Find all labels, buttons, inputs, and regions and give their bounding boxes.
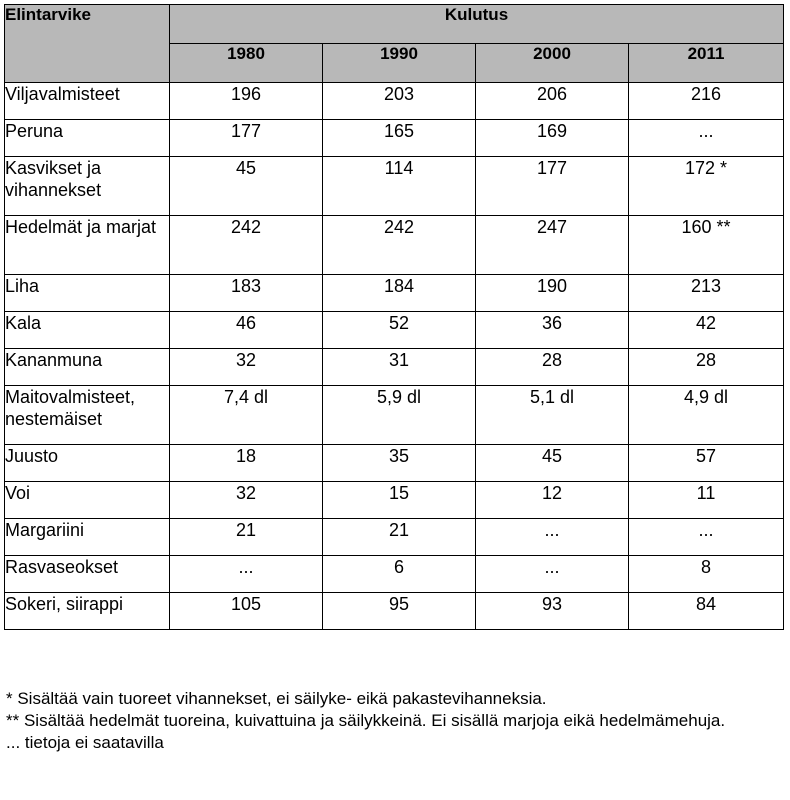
consumption-value: 95	[323, 593, 476, 630]
consumption-value: 12	[476, 482, 629, 519]
table-row	[5, 482, 784, 519]
consumption-value: 5,9 dl	[323, 386, 476, 445]
consumption-value: 57	[629, 445, 784, 482]
consumption-value: 28	[476, 349, 629, 386]
consumption-table	[4, 4, 784, 630]
consumption-value: 84	[629, 593, 784, 630]
consumption-value: 11	[629, 482, 784, 519]
food-item-name: Liha	[5, 275, 170, 312]
consumption-value: 15	[323, 482, 476, 519]
food-item-name: Margariini	[5, 519, 170, 556]
food-item-name: Hedelmät ja marjat	[5, 216, 170, 275]
table-row	[5, 157, 784, 216]
food-item-name: Juusto	[5, 445, 170, 482]
consumption-value: 184	[323, 275, 476, 312]
table-row	[5, 593, 784, 630]
table-row	[5, 275, 784, 312]
consumption-value: 169	[476, 120, 629, 157]
consumption-value: 5,1 dl	[476, 386, 629, 445]
consumption-value: 196	[170, 83, 323, 120]
food-item-name: Peruna	[5, 120, 170, 157]
food-item-name: Kananmuna	[5, 349, 170, 386]
consumption-value: 52	[323, 312, 476, 349]
table-row	[5, 312, 784, 349]
column-header-year: 2011	[629, 44, 784, 83]
table-row	[5, 519, 784, 556]
consumption-value: 42	[629, 312, 784, 349]
consumption-value: 177	[170, 120, 323, 157]
food-item-name: Sokeri, siirappi	[5, 593, 170, 630]
consumption-value: ...	[170, 556, 323, 593]
consumption-value: 177	[476, 157, 629, 216]
table-row	[5, 386, 784, 445]
consumption-value: 21	[170, 519, 323, 556]
consumption-value: ...	[629, 519, 784, 556]
consumption-value: 35	[323, 445, 476, 482]
consumption-value: 213	[629, 275, 784, 312]
table-row	[5, 216, 784, 275]
table-row	[5, 349, 784, 386]
consumption-value: 165	[323, 120, 476, 157]
footnote-fruits: ** Sisältää hedelmät tuoreina, kuivattuina ja säilykkeinä. Ei sisällä marjoja eikä hedelmämehuja.	[6, 711, 726, 730]
footnote-not-available: ... tietoja ei saatavilla	[6, 733, 164, 752]
food-item-name: Viljavalmisteet	[5, 83, 170, 120]
consumption-value: 32	[170, 482, 323, 519]
table-row	[5, 556, 784, 593]
consumption-value: 247	[476, 216, 629, 275]
column-header-food-item: Elintarvike	[5, 5, 170, 83]
consumption-value: 45	[170, 157, 323, 216]
consumption-value: ...	[476, 556, 629, 593]
consumption-value: 4,9 dl	[629, 386, 784, 445]
consumption-value: 18	[170, 445, 323, 482]
consumption-value: 114	[323, 157, 476, 216]
consumption-value: 45	[476, 445, 629, 482]
food-item-name: Rasvaseokset	[5, 556, 170, 593]
footnotes	[6, 688, 766, 754]
consumption-value: 242	[170, 216, 323, 275]
food-item-name: Kasvikset ja vihannekset	[5, 157, 170, 216]
consumption-value: 7,4 dl	[170, 386, 323, 445]
column-header-year: 1980	[170, 44, 323, 83]
table-body	[5, 83, 784, 630]
consumption-value: ...	[476, 519, 629, 556]
food-item-name: Kala	[5, 312, 170, 349]
consumption-value: 31	[323, 349, 476, 386]
consumption-value: 8	[629, 556, 784, 593]
consumption-value: 36	[476, 312, 629, 349]
consumption-value: 6	[323, 556, 476, 593]
food-item-name: Voi	[5, 482, 170, 519]
consumption-value: 46	[170, 312, 323, 349]
consumption-value: 172 *	[629, 157, 784, 216]
consumption-value: 93	[476, 593, 629, 630]
consumption-value: 203	[323, 83, 476, 120]
food-item-name: Maitovalmisteet, nestemäiset	[5, 386, 170, 445]
column-header-year: 1990	[323, 44, 476, 83]
consumption-value: 242	[323, 216, 476, 275]
consumption-value: 183	[170, 275, 323, 312]
table-row	[5, 445, 784, 482]
consumption-value: 21	[323, 519, 476, 556]
consumption-value: 216	[629, 83, 784, 120]
column-header-year: 2000	[476, 44, 629, 83]
table-row	[5, 83, 784, 120]
column-group-header-consumption: Kulutus	[170, 5, 784, 44]
consumption-value: 160 **	[629, 216, 784, 275]
consumption-value: ...	[629, 120, 784, 157]
consumption-value: 32	[170, 349, 323, 386]
table-row	[5, 120, 784, 157]
consumption-value: 28	[629, 349, 784, 386]
footnote-vegetables: * Sisältää vain tuoreet vihannekset, ei säilyke- eikä pakastevihanneksia.	[6, 689, 547, 708]
consumption-value: 190	[476, 275, 629, 312]
consumption-value: 206	[476, 83, 629, 120]
consumption-value: 105	[170, 593, 323, 630]
